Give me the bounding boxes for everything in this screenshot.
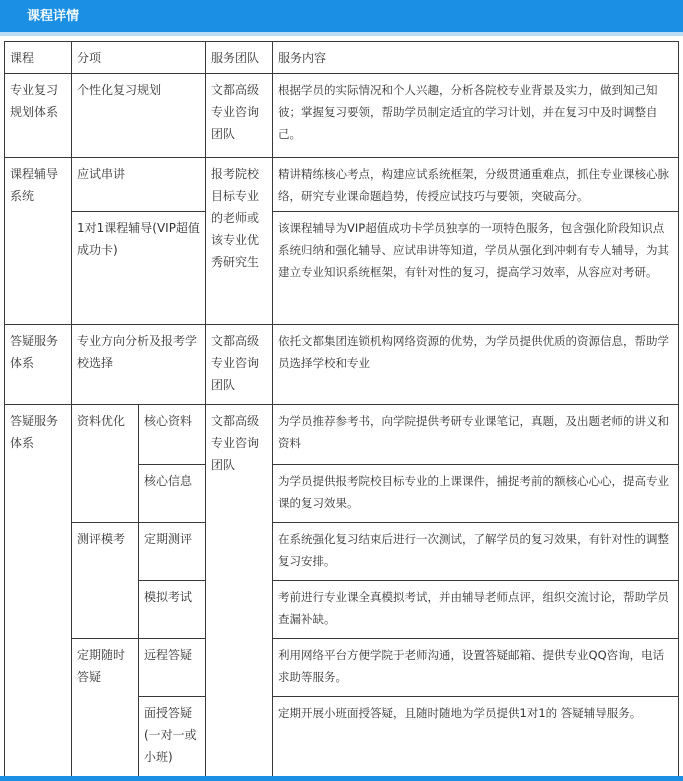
team-cell: 文都高级专业咨询团队 xyxy=(206,325,273,405)
item-cell: 个性化复习规划 xyxy=(72,74,206,158)
content-cell: 精讲精练核心考点，构建应试系统框架，分级贯通重难点，抓住专业课核心脉络，研究专业课命题趋势，传授应试技巧与要领，突破高分。 xyxy=(273,158,679,212)
content-cell: 该课程辅导为VIP超值成功卡学员独享的一项特色服务，包含强化阶段知识点系统归纳和强化辅导、应试串讲等知道，学员从强化到冲刺有专人辅导，为其建立专业知识系统框架，有针对性的复习，提高学习效率，从容应对考研。 xyxy=(273,212,679,325)
sub-item-cell: 核心信息 xyxy=(139,465,206,523)
table-row xyxy=(5,523,679,581)
group-cell: 测评模考 xyxy=(72,523,139,639)
team-cell: 报考院校目标专业的老师或该专业优秀研究生 xyxy=(206,158,273,325)
team-cell: 文都高级专业咨询团队 xyxy=(206,74,273,158)
column-header-item: 分项 xyxy=(72,42,206,74)
footer-divider xyxy=(0,776,683,781)
table-row xyxy=(5,158,679,212)
header-bar xyxy=(0,0,683,32)
sub-item-cell: 定期测评 xyxy=(139,523,206,581)
group-cell: 定期随时答疑 xyxy=(72,639,139,779)
group-cell: 资料优化 xyxy=(72,405,139,523)
course-details-table xyxy=(4,41,679,779)
content-cell: 为学员推荐参考书，向学院提供考研专业课笔记，真题，及出题老师的讲义和资料 xyxy=(273,405,679,465)
sub-item-cell: 面授答疑(一对一或小班) xyxy=(139,697,206,779)
content-cell: 为学员提供报考院校目标专业的上课课件，捕捉考前的额核心心心，提高专业课的复习效果。 xyxy=(273,465,679,523)
content-cell: 利用网络平台方便学院于老师沟通，设置答疑邮箱、提供专业QQ咨询，电话求助等服务。 xyxy=(273,639,679,697)
sub-item-cell: 核心资料 xyxy=(139,405,206,465)
course-cell: 课程辅导系统 xyxy=(5,158,72,325)
sub-item-cell: 远程答疑 xyxy=(139,639,206,697)
content-cell: 在系统强化复习结束后进行一次测试，了解学员的复习效果，有针对性的调整复习安排。 xyxy=(273,523,679,581)
content-cell: 依托文都集团连锁机构网络资源的优势，为学员提供优质的资源信息，帮助学员选择学校和专业 xyxy=(273,325,679,405)
column-header-content: 服务内容 xyxy=(273,42,679,74)
course-cell: 答疑服务体系 xyxy=(5,325,72,405)
table-row xyxy=(5,639,679,697)
column-header-team: 服务团队 xyxy=(206,42,273,74)
table-row xyxy=(5,74,679,158)
table-header-row xyxy=(5,42,679,74)
content-cell: 定期开展小班面授答疑，且随时随地为学员提供1对1的 答疑辅导服务。 xyxy=(273,697,679,779)
column-header-course: 课程 xyxy=(5,42,72,74)
item-cell: 专业方向分析及报考学校选择 xyxy=(72,325,206,405)
course-cell: 答疑服务体系 xyxy=(5,405,72,779)
content-cell: 考前进行专业课全真模拟考试，并由辅导老师点评，组织交流讨论，帮助学员查漏补缺。 xyxy=(273,581,679,639)
content-cell: 根据学员的实际情况和个人兴趣，分析各院校专业背景及实力，做到知己知彼；掌握复习要领，帮助学员制定适宜的学习计划，并在复习中及时调整自己。 xyxy=(273,74,679,158)
sub-item-cell: 模拟考试 xyxy=(139,581,206,639)
item-cell: 1对1课程辅导(VIP超值成功卡) xyxy=(72,212,206,325)
team-cell: 文都高级专业咨询团队 xyxy=(206,405,273,779)
section-title: 课程详情 xyxy=(27,9,80,24)
table-row xyxy=(5,325,679,405)
item-cell: 应试串讲 xyxy=(72,158,206,212)
table-row xyxy=(5,405,679,465)
header-divider xyxy=(0,32,683,36)
course-cell: 专业复习规划体系 xyxy=(5,74,72,158)
table-row xyxy=(5,212,679,325)
